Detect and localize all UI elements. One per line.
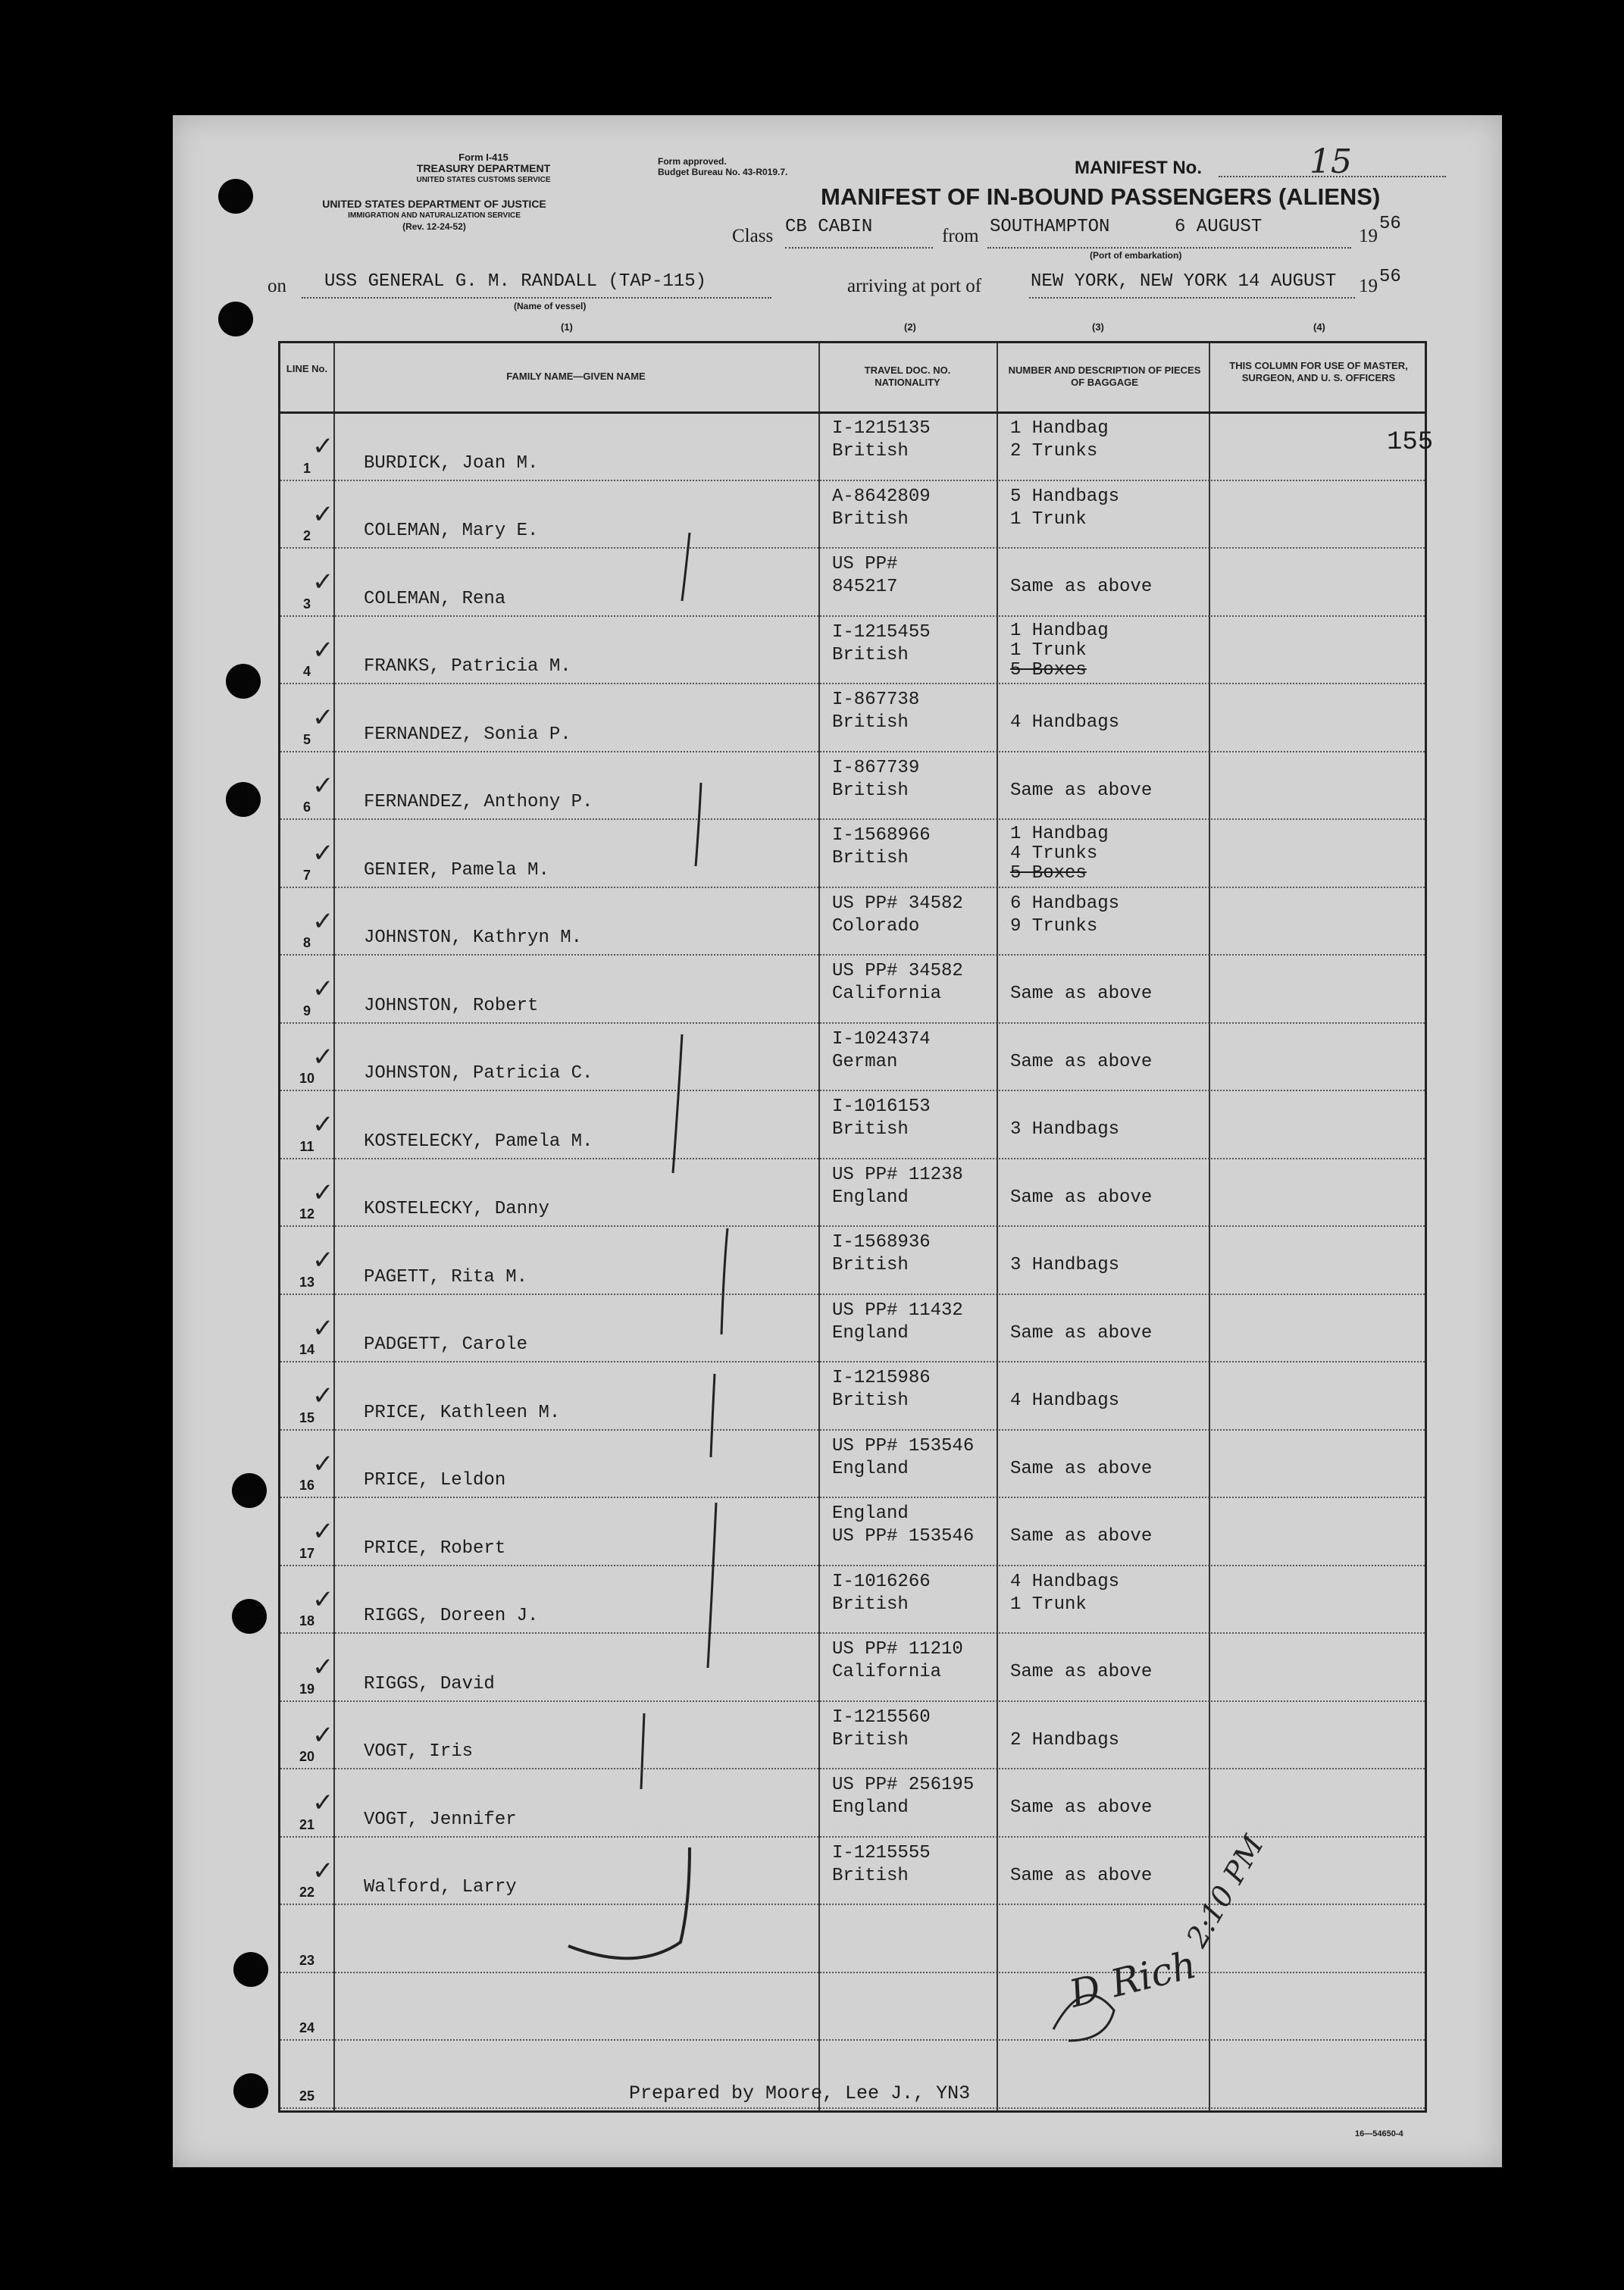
- passenger-name: VOGT, Iris: [364, 1741, 474, 1762]
- vessel-name: USS GENERAL G. M. RANDALL (TAP-115): [324, 271, 707, 292]
- header-baggage: NUMBER AND DESCRIPTION OF PIECES OF BAGGAGE: [1008, 364, 1201, 388]
- travel-doc-line: US PP# 11210: [832, 1639, 963, 1660]
- baggage-line: Same as above: [1010, 1526, 1153, 1547]
- check-mark-icon: ✓: [312, 1111, 334, 1139]
- travel-doc-line: US PP# 256195: [832, 1775, 975, 1795]
- pen-stroke: [682, 533, 690, 601]
- check-mark-icon: ✓: [312, 1247, 334, 1275]
- baggage-line: Same as above: [1010, 780, 1153, 801]
- pen-stroke: [711, 1374, 715, 1457]
- baggage-line: 1 Trunk: [1010, 640, 1087, 661]
- pen-stroke: [568, 1847, 690, 1958]
- pen-stroke: [641, 1713, 644, 1789]
- travel-doc-line: British: [832, 712, 909, 733]
- travel-doc-line: British: [832, 780, 909, 801]
- travel-doc-line: A-8642809: [832, 486, 931, 507]
- travel-doc-line: British: [832, 508, 909, 530]
- check-mark-icon: ✓: [312, 1857, 334, 1885]
- baggage-line: Same as above: [1010, 1187, 1153, 1208]
- line-number: 19: [299, 1681, 315, 1697]
- passenger-name: GENIER, Pamela M.: [364, 859, 549, 881]
- line-number: 12: [299, 1206, 315, 1222]
- line-number: 13: [299, 1274, 315, 1290]
- punch-hole: [233, 1952, 268, 1987]
- travel-doc-line: California: [832, 984, 942, 1004]
- treasury-dept: TREASURY DEPARTMENT: [416, 162, 551, 174]
- from-line: [987, 247, 1351, 249]
- baggage-line: 5 Boxes: [1010, 863, 1087, 884]
- pen-stroke: [708, 1503, 716, 1668]
- travel-doc-line: British: [832, 1729, 909, 1750]
- passenger-name: FRANKS, Patricia M.: [364, 656, 571, 677]
- passenger-name: PRICE, Robert: [364, 1538, 506, 1559]
- passenger-name: KOSTELECKY, Pamela M.: [364, 1131, 593, 1152]
- travel-doc-line: US PP# 34582: [832, 893, 963, 914]
- embarkation-port: SOUTHAMPTON: [990, 217, 1110, 237]
- travel-doc-line: England: [832, 1503, 909, 1524]
- baggage-line: 3 Handbags: [1010, 1119, 1120, 1140]
- baggage-line: Same as above: [1010, 577, 1153, 597]
- punch-hole: [226, 664, 261, 699]
- manifest-page: [173, 115, 1502, 2167]
- col-num-2: (2): [904, 321, 916, 333]
- line-number: 22: [299, 1885, 315, 1900]
- header-name: FAMILY NAME—GIVEN NAME: [506, 371, 646, 382]
- travel-doc-line: I-1016153: [832, 1097, 931, 1117]
- travel-doc-line: British: [832, 1255, 909, 1275]
- header-officers: THIS COLUMN FOR USE OF MASTER, SURGEON, AND U. S. OFFICERS: [1229, 360, 1408, 383]
- baggage-line: Same as above: [1010, 1051, 1153, 1072]
- check-mark-icon: ✓: [312, 704, 334, 732]
- baggage-line: 1 Handbag: [1010, 418, 1109, 439]
- baggage-line: 4 Handbags: [1010, 712, 1120, 733]
- manifest-number: 15: [1310, 142, 1352, 181]
- check-mark-icon: ✓: [312, 1382, 334, 1410]
- check-mark-icon: ✓: [312, 1043, 334, 1071]
- page-number: 155: [1387, 428, 1434, 457]
- line-number: 23: [299, 1952, 315, 1968]
- passenger-name: COLEMAN, Rena: [364, 588, 506, 609]
- passenger-table: [278, 341, 1434, 2113]
- line-number: 4: [302, 664, 311, 679]
- passenger-name: PRICE, Leldon: [364, 1470, 506, 1491]
- manifest-label: MANIFEST No.: [1075, 158, 1202, 178]
- passenger-name: VOGT, Jennifer: [364, 1809, 517, 1830]
- vessel-line: [302, 297, 771, 299]
- passenger-name: JOHNSTON, Robert: [364, 995, 539, 1016]
- travel-doc-line: I-1568966: [832, 825, 931, 846]
- arrival-line: [1029, 297, 1355, 299]
- year-value: 56: [1379, 214, 1401, 234]
- arrival-port: NEW YORK, NEW YORK 14 AUGUST: [1031, 271, 1337, 292]
- budget-bureau: Budget Bureau No. 43-R019.7.: [658, 167, 788, 177]
- check-mark-icon: ✓: [312, 1653, 334, 1682]
- baggage-line: 3 Handbags: [1010, 1255, 1120, 1275]
- class-label: Class: [732, 226, 774, 246]
- travel-doc-line: California: [832, 1662, 942, 1682]
- manifest-title: MANIFEST OF IN-BOUND PASSENGERS (ALIENS): [821, 183, 1381, 210]
- col-num-4: (4): [1313, 321, 1325, 333]
- passenger-name: FERNANDEZ, Sonia P.: [364, 724, 571, 745]
- travel-doc-line: US PP#: [832, 554, 898, 574]
- check-mark-icon: ✓: [312, 771, 334, 800]
- approval-block: [658, 156, 787, 177]
- pen-stroke: [673, 1034, 682, 1173]
- punch-hole: [232, 1599, 267, 1634]
- baggage-line: Same as above: [1010, 1662, 1153, 1682]
- check-mark-icon: ✓: [312, 907, 334, 936]
- passenger-name: BURDICK, Joan M.: [364, 452, 539, 474]
- travel-doc-line: 845217: [832, 577, 898, 597]
- header-travel-doc: TRAVEL DOC. NO. NATIONALITY: [864, 364, 951, 388]
- on-label: on: [268, 276, 286, 296]
- line-number: 9: [302, 1003, 311, 1018]
- line-number: 24: [299, 2020, 315, 2035]
- passenger-name: PAGETT, Rita M.: [364, 1266, 528, 1287]
- check-mark-icon: ✓: [312, 840, 334, 868]
- justice-block: [268, 199, 601, 233]
- line-number: 17: [299, 1545, 315, 1561]
- check-mark-icon: ✓: [312, 1178, 334, 1207]
- header-line-no: LINE No.: [286, 363, 328, 374]
- customs-service: UNITED STATES CUSTOMS SERVICE: [416, 176, 551, 184]
- travel-doc-line: I-1568936: [832, 1232, 931, 1253]
- travel-doc-line: I-1215455: [832, 621, 931, 643]
- passenger-name: KOSTELECKY, Danny: [364, 1199, 549, 1219]
- baggage-line: 2 Trunks: [1010, 441, 1098, 461]
- travel-doc-line: Colorado: [832, 915, 920, 937]
- form-id-block: [393, 152, 574, 186]
- travel-doc-line: I-867738: [832, 690, 920, 710]
- check-mark-icon: ✓: [312, 568, 334, 596]
- class-value: CB CABIN: [785, 217, 873, 237]
- baggage-line: 4 Trunks: [1010, 843, 1098, 864]
- travel-doc-line: British: [832, 848, 909, 868]
- punch-hole: [226, 782, 261, 817]
- line-number: 25: [299, 2088, 315, 2104]
- revision-date: (Rev. 12-24-52): [402, 221, 466, 232]
- line-number: 1: [302, 460, 311, 476]
- baggage-line: 1 Handbag: [1010, 824, 1109, 844]
- line-number: 7: [302, 867, 311, 883]
- line-number: 10: [299, 1071, 315, 1086]
- passenger-name: PADGETT, Carole: [364, 1334, 528, 1355]
- line-number: 5: [302, 731, 311, 747]
- travel-doc-line: England: [832, 1458, 909, 1479]
- baggage-line: 1 Trunk: [1010, 508, 1087, 530]
- baggage-line: Same as above: [1010, 1458, 1153, 1479]
- punch-hole: [218, 179, 253, 214]
- prepared-by: Prepared by Moore, Lee J., YN3: [629, 2082, 971, 2104]
- class-line: [785, 247, 933, 249]
- inspector-signature: D Rich: [1065, 1942, 1201, 2016]
- arriving-label: arriving at port of: [847, 276, 982, 296]
- baggage-line: Same as above: [1010, 984, 1153, 1004]
- check-mark-icon: ✓: [312, 433, 334, 461]
- travel-doc-line: I-1016266: [832, 1571, 931, 1592]
- baggage-line: Same as above: [1010, 1797, 1153, 1818]
- check-mark-icon: ✓: [312, 1721, 334, 1750]
- port-note: (Port of embarkation): [1090, 250, 1182, 261]
- travel-doc-line: US PP# 34582: [832, 961, 963, 981]
- check-mark-icon: ✓: [312, 500, 334, 529]
- travel-doc-line: I-1215986: [832, 1368, 931, 1388]
- baggage-line: 4 Handbags: [1010, 1571, 1120, 1592]
- travel-doc-line: US PP# 153546: [832, 1435, 975, 1456]
- line-number: 20: [299, 1749, 315, 1764]
- line-number: 15: [299, 1409, 315, 1425]
- travel-doc-line: I-1215135: [832, 418, 931, 439]
- passenger-name: JOHNSTON, Kathryn M.: [364, 928, 583, 948]
- form-number: Form I-415: [458, 152, 508, 163]
- baggage-line: 1 Handbag: [1010, 620, 1109, 641]
- line-number: 16: [299, 1478, 315, 1493]
- baggage-line: 2 Handbags: [1010, 1729, 1120, 1750]
- arrival-year: 56: [1379, 267, 1401, 287]
- from-label: from: [942, 226, 979, 246]
- time-annotation: 2:10 PM: [1179, 1829, 1270, 1953]
- check-mark-icon: ✓: [312, 636, 334, 665]
- punch-hole: [233, 2073, 268, 2108]
- baggage-line: Same as above: [1010, 1322, 1153, 1344]
- travel-doc-line: British: [832, 1594, 909, 1615]
- line-number: 18: [299, 1613, 315, 1628]
- check-mark-icon: ✓: [312, 975, 334, 1003]
- passenger-name: PRICE, Kathleen M.: [364, 1402, 561, 1423]
- check-mark-icon: ✓: [312, 1450, 334, 1478]
- pen-stroke: [721, 1228, 728, 1334]
- passenger-name: JOHNSTON, Patricia C.: [364, 1063, 593, 1084]
- line-number: 8: [302, 935, 311, 950]
- travel-doc-line: US PP# 11238: [832, 1164, 963, 1185]
- form-approved: Form approved.: [658, 156, 727, 167]
- arrival-year-prefix: 19: [1359, 276, 1378, 296]
- form-code: 16—54650-4: [1355, 2129, 1403, 2138]
- travel-doc-line: British: [832, 1119, 909, 1140]
- line-number: 2: [302, 528, 311, 543]
- line-number: 14: [299, 1342, 315, 1357]
- justice-dept: UNITED STATES DEPARTMENT OF JUSTICE: [322, 198, 546, 210]
- vessel-note: (Name of vessel): [514, 301, 587, 311]
- passenger-name: COLEMAN, Mary E.: [364, 521, 539, 541]
- travel-doc-line: England: [832, 1797, 909, 1818]
- travel-doc-line: British: [832, 1391, 909, 1411]
- baggage-line: Same as above: [1010, 1865, 1153, 1886]
- line-number: 3: [302, 596, 311, 612]
- travel-doc-line: US PP# 11432: [832, 1300, 963, 1321]
- check-mark-icon: ✓: [312, 1518, 334, 1546]
- pen-stroke: [696, 783, 701, 866]
- check-mark-icon: ✓: [312, 1314, 334, 1343]
- ins-service: IMMIGRATION AND NATURALIZATION SERVICE: [348, 211, 521, 220]
- baggage-line: 9 Trunks: [1010, 915, 1098, 937]
- baggage-line: 5 Handbags: [1010, 486, 1120, 507]
- travel-doc-line: England: [832, 1322, 909, 1344]
- passenger-name: RIGGS, Doreen J.: [364, 1606, 539, 1626]
- travel-doc-line: I-867739: [832, 757, 920, 778]
- travel-doc-line: British: [832, 644, 909, 665]
- travel-doc-line: British: [832, 441, 909, 461]
- passenger-name: RIGGS, David: [364, 1673, 495, 1694]
- travel-doc-line: I-1024374: [832, 1028, 931, 1050]
- check-mark-icon: ✓: [312, 1585, 334, 1614]
- year-prefix: 19: [1359, 226, 1378, 246]
- embarkation-date: 6 AUGUST: [1175, 217, 1263, 237]
- travel-doc-line: US PP# 153546: [832, 1526, 975, 1547]
- travel-doc-line: I-1215555: [832, 1842, 931, 1863]
- col-num-1: (1): [561, 321, 573, 333]
- check-mark-icon: ✓: [312, 1789, 334, 1817]
- punch-hole: [218, 302, 253, 336]
- travel-doc-line: I-1215560: [832, 1707, 931, 1728]
- travel-doc-line: British: [832, 1865, 909, 1886]
- line-number: 6: [302, 799, 311, 815]
- col-num-3: (3): [1092, 321, 1104, 333]
- line-number: 21: [299, 1816, 315, 1832]
- baggage-line: 4 Handbags: [1010, 1391, 1120, 1411]
- baggage-line: 6 Handbags: [1010, 893, 1120, 914]
- passenger-name: FERNANDEZ, Anthony P.: [364, 792, 593, 812]
- punch-hole: [232, 1473, 267, 1508]
- travel-doc-line: German: [832, 1051, 898, 1072]
- passenger-name: Walford, Larry: [364, 1877, 517, 1897]
- baggage-line: 1 Trunk: [1010, 1594, 1087, 1615]
- line-number: 11: [299, 1138, 314, 1154]
- travel-doc-line: England: [832, 1187, 909, 1208]
- baggage-line: 5 Boxes: [1010, 659, 1087, 680]
